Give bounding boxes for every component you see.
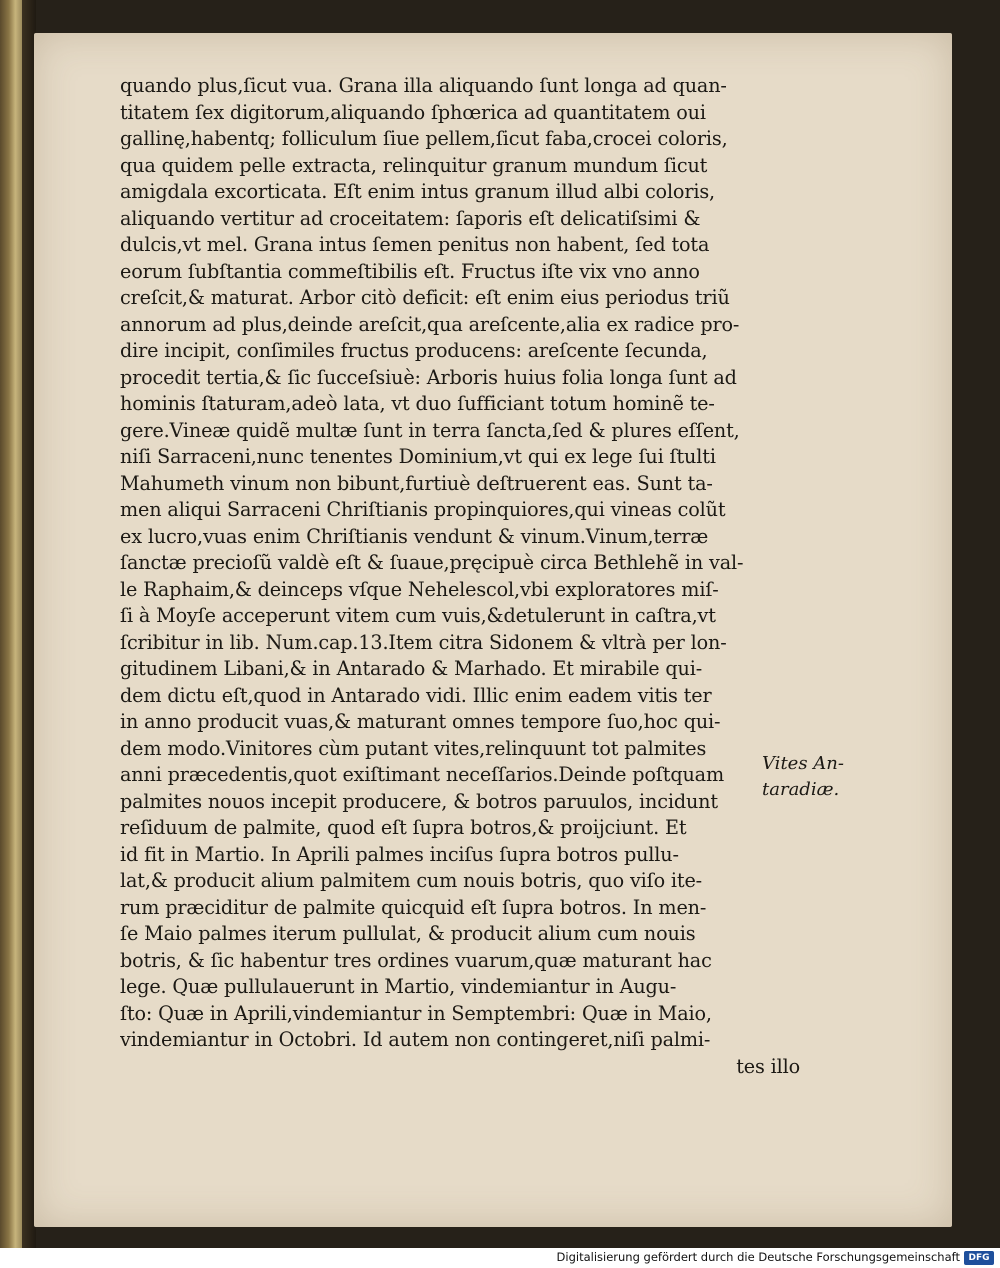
text-line: dem dictu eſt,quod in Antarado vidi. Illic enim eadem vitis ter bbox=[120, 683, 712, 707]
text-line: procedit tertia,& ſic ſucceſsiuè: Arboris huius folia longa ſunt ad bbox=[120, 365, 737, 389]
text-line: dulcis,vt mel. Grana intus ſemen penitus non habent, ſed tota bbox=[120, 233, 710, 256]
text-line: dire incipit, conſimiles fructus producens: areſcente ſecunda, bbox=[120, 339, 708, 362]
text-line: men aliqui Sarraceni Chriſtianis propinquiores,qui vineas colũt bbox=[120, 498, 726, 521]
text-line: dem modo.Vinitores cùm putant vites,relinquunt tot palmites bbox=[120, 736, 707, 760]
margin-note-line: taradiæ. bbox=[762, 779, 840, 800]
text-line: qua quidem pelle extracta, relinquitur granum mundum ſicut bbox=[120, 153, 708, 177]
footer-bar bbox=[0, 1248, 1000, 1268]
text-line: niſi Sarraceni,nunc tenentes Dominium,vt qui ex lege ſui ſtulti bbox=[120, 445, 716, 468]
text-line: lat,& producit alium palmitem cum nouis botris, quo viſo ite- bbox=[120, 869, 703, 892]
text-line: botris, & ſic habentur tres ordines vuarum,quæ maturant hac bbox=[120, 948, 712, 972]
text-line: quando plus,ſicut vua. Grana illa aliquando ſunt longa ad quan- bbox=[120, 74, 727, 97]
margin-note bbox=[762, 751, 882, 803]
footer-credit: Digitalisierung gefördert durch die Deutsche Forschungsgemeinschaft bbox=[556, 1250, 960, 1264]
text-line: aliquando vertitur ad croceitatem: ſaporis eſt delicatiſsimi & bbox=[120, 206, 701, 230]
main-text bbox=[120, 73, 800, 1080]
text-line: Mahumeth vinum non bibunt,furtiuè deſtruerent eas. Sunt ta- bbox=[120, 471, 713, 495]
margin-note-line: Vites An- bbox=[762, 753, 844, 774]
text-line: ſanctæ precioſũ valdè eſt & ſuaue,pręcipuè circa Bethlehẽ in val- bbox=[120, 551, 744, 574]
text-line: vindemiantur in Octobri. Id autem non contingeret,niſi palmi- bbox=[120, 1028, 711, 1051]
text-line: palmites nouos incepit producere, & botros paruulos, incidunt bbox=[120, 789, 718, 813]
text-line: ſe Maio palmes iterum pullulat, & producit alium cum nouis bbox=[120, 922, 696, 945]
text-line: reſiduum de palmite, quod eſt ſupra botros,& proijciunt. Et bbox=[120, 816, 687, 839]
dfg-logo: DFG bbox=[964, 1251, 994, 1265]
book-page bbox=[34, 33, 952, 1227]
text-line: gallinę,habentq; folliculum ſiue pellem,ſicut faba,crocei coloris, bbox=[120, 127, 728, 150]
text-line: ſto: Quæ in Aprili,vindemiantur in Semptembri: Quæ in Maio, bbox=[120, 1001, 712, 1025]
catchword: tes illo bbox=[736, 1054, 800, 1078]
text-line: titatem ſex digitorum,aliquando ſphœrica ad quantitatem oui bbox=[120, 100, 706, 124]
text-line: ſi à Moyſe acceperunt vitem cum vuis,&detulerunt in caſtra,vt bbox=[120, 604, 716, 627]
text-line: lege. Quæ pullulauerunt in Martio, vindemiantur in Augu- bbox=[120, 975, 677, 998]
text-line: ſcribitur in lib. Num.cap.13.Item citra Sidonem & vltrà per lon- bbox=[120, 630, 727, 654]
text-line: amigdala excorticata. Eſt enim intus granum illud albi coloris, bbox=[120, 180, 715, 203]
text-line: gere.Vineæ quidẽ multæ ſunt in terra ſancta,ſed & plures eſſent, bbox=[120, 418, 740, 442]
book-spine bbox=[0, 0, 22, 1248]
text-line: hominis ſtaturam,adeò lata, vt duo ſufficiant totum hominẽ te- bbox=[120, 392, 715, 415]
text-line: anni præcedentis,quot exiſtimant neceſſarios.Deinde poſtquam bbox=[120, 763, 724, 786]
text-line: in anno producit vuas,& maturant omnes tempore ſuo,hoc qui- bbox=[120, 710, 721, 733]
text-line: gitudinem Libani,& in Antarado & Marhado. Et mirabile qui- bbox=[120, 657, 703, 680]
text-line: eorum ſubſtantia commeſtibilis eſt. Fructus iſte vix vno anno bbox=[120, 259, 700, 283]
text-line: id fit in Martio. In Aprili palmes inciſus ſupra botros pullu- bbox=[120, 842, 679, 866]
text-line: creſcit,& maturat. Arbor citò deficit: eſt enim eius periodus triũ bbox=[120, 286, 730, 309]
text-line: annorum ad plus,deinde areſcit,qua areſcente,alia ex radice pro- bbox=[120, 312, 740, 336]
text-line: le Raphaim,& deinceps vſque Nehelescol,vbi exploratores miſ- bbox=[120, 577, 719, 601]
text-line: rum præciditur de palmite quicquid eſt ſupra botros. In men- bbox=[120, 895, 707, 919]
text-line: ex lucro,vuas enim Chriſtianis vendunt & vinum.Vinum,terræ bbox=[120, 524, 709, 548]
